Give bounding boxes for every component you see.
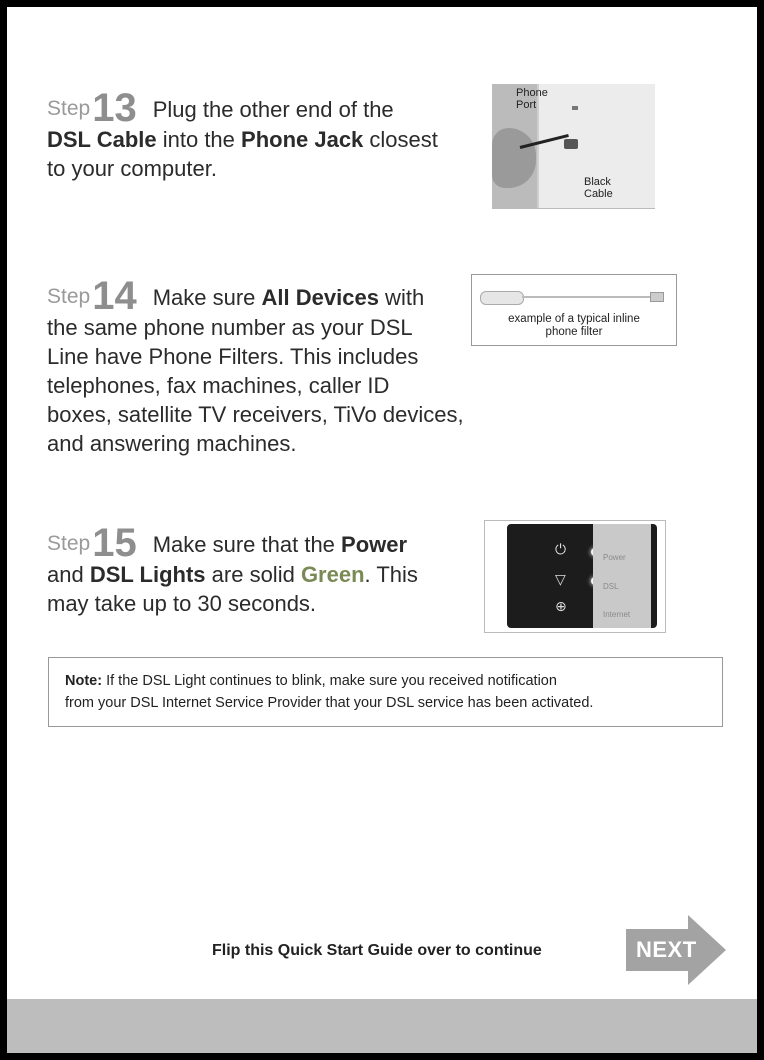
next-label: NEXT [636,937,697,962]
step-text-line: Plug the other end of the [152,97,394,122]
note-line: Note: If the DSL Light continues to blink, make sure you received notification [65,673,557,689]
step-text-line: telephones, fax machines, caller ID [47,373,390,398]
flip-instruction: Flip this Quick Start Guide over to continue [212,942,542,959]
step-text-line: boxes, satellite TV receivers, TiVo devices, [47,402,464,427]
step-number: 15 [92,521,137,565]
step-text-line: DSL Cable into the Phone Jack closest [47,127,438,152]
power-icon: ⏻ [555,541,567,557]
step-text-line: to your computer. [47,156,217,181]
step-text-line: the same phone number as your DSL [47,315,413,340]
step-13 [47,86,438,183]
modem-label: Internet [603,610,631,619]
step-number: 14 [92,274,137,318]
step-word: Step [47,285,91,308]
step-text-line: Make sure that the Power [152,532,408,557]
note-label: Note: [65,673,103,689]
step-text-line: may take up to 30 seconds. [47,591,317,616]
step-number: 13 [92,86,137,130]
note-line: from your DSL Internet Service Provider that your DSL service has been activated. [65,695,594,711]
step-text-line: Make sure All Devices with [152,285,425,310]
black-cable-label: Black Cable [584,176,613,200]
modem-label: DSL [603,582,619,591]
filter-caption: example of a typical inline phone filter [508,313,640,338]
phone-filter-image [471,274,677,346]
modem-lights-photo [484,520,666,633]
bottom-band [7,999,757,1053]
step-text [47,125,438,183]
phone-jack-photo [492,84,655,209]
globe-icon: ⊕ [555,598,567,614]
step-word: Step [47,97,91,120]
step-text [47,313,464,458]
step-15 [47,521,418,618]
step-word: Step [47,532,91,555]
quick-start-page [7,7,757,1053]
step-text-line: and answering machines. [47,431,297,456]
next-button[interactable] [626,915,728,985]
step-text [47,560,418,618]
modem-label: Power [603,553,626,562]
step-14 [47,274,464,458]
step-text-line: and DSL Lights are solid Green. This [47,562,418,587]
step-text-line: Line have Phone Filters. This includes [47,344,419,369]
note-box [48,657,723,727]
dsl-icon: ▽ [555,571,566,587]
phone-port-label: Phone Port [516,87,548,111]
